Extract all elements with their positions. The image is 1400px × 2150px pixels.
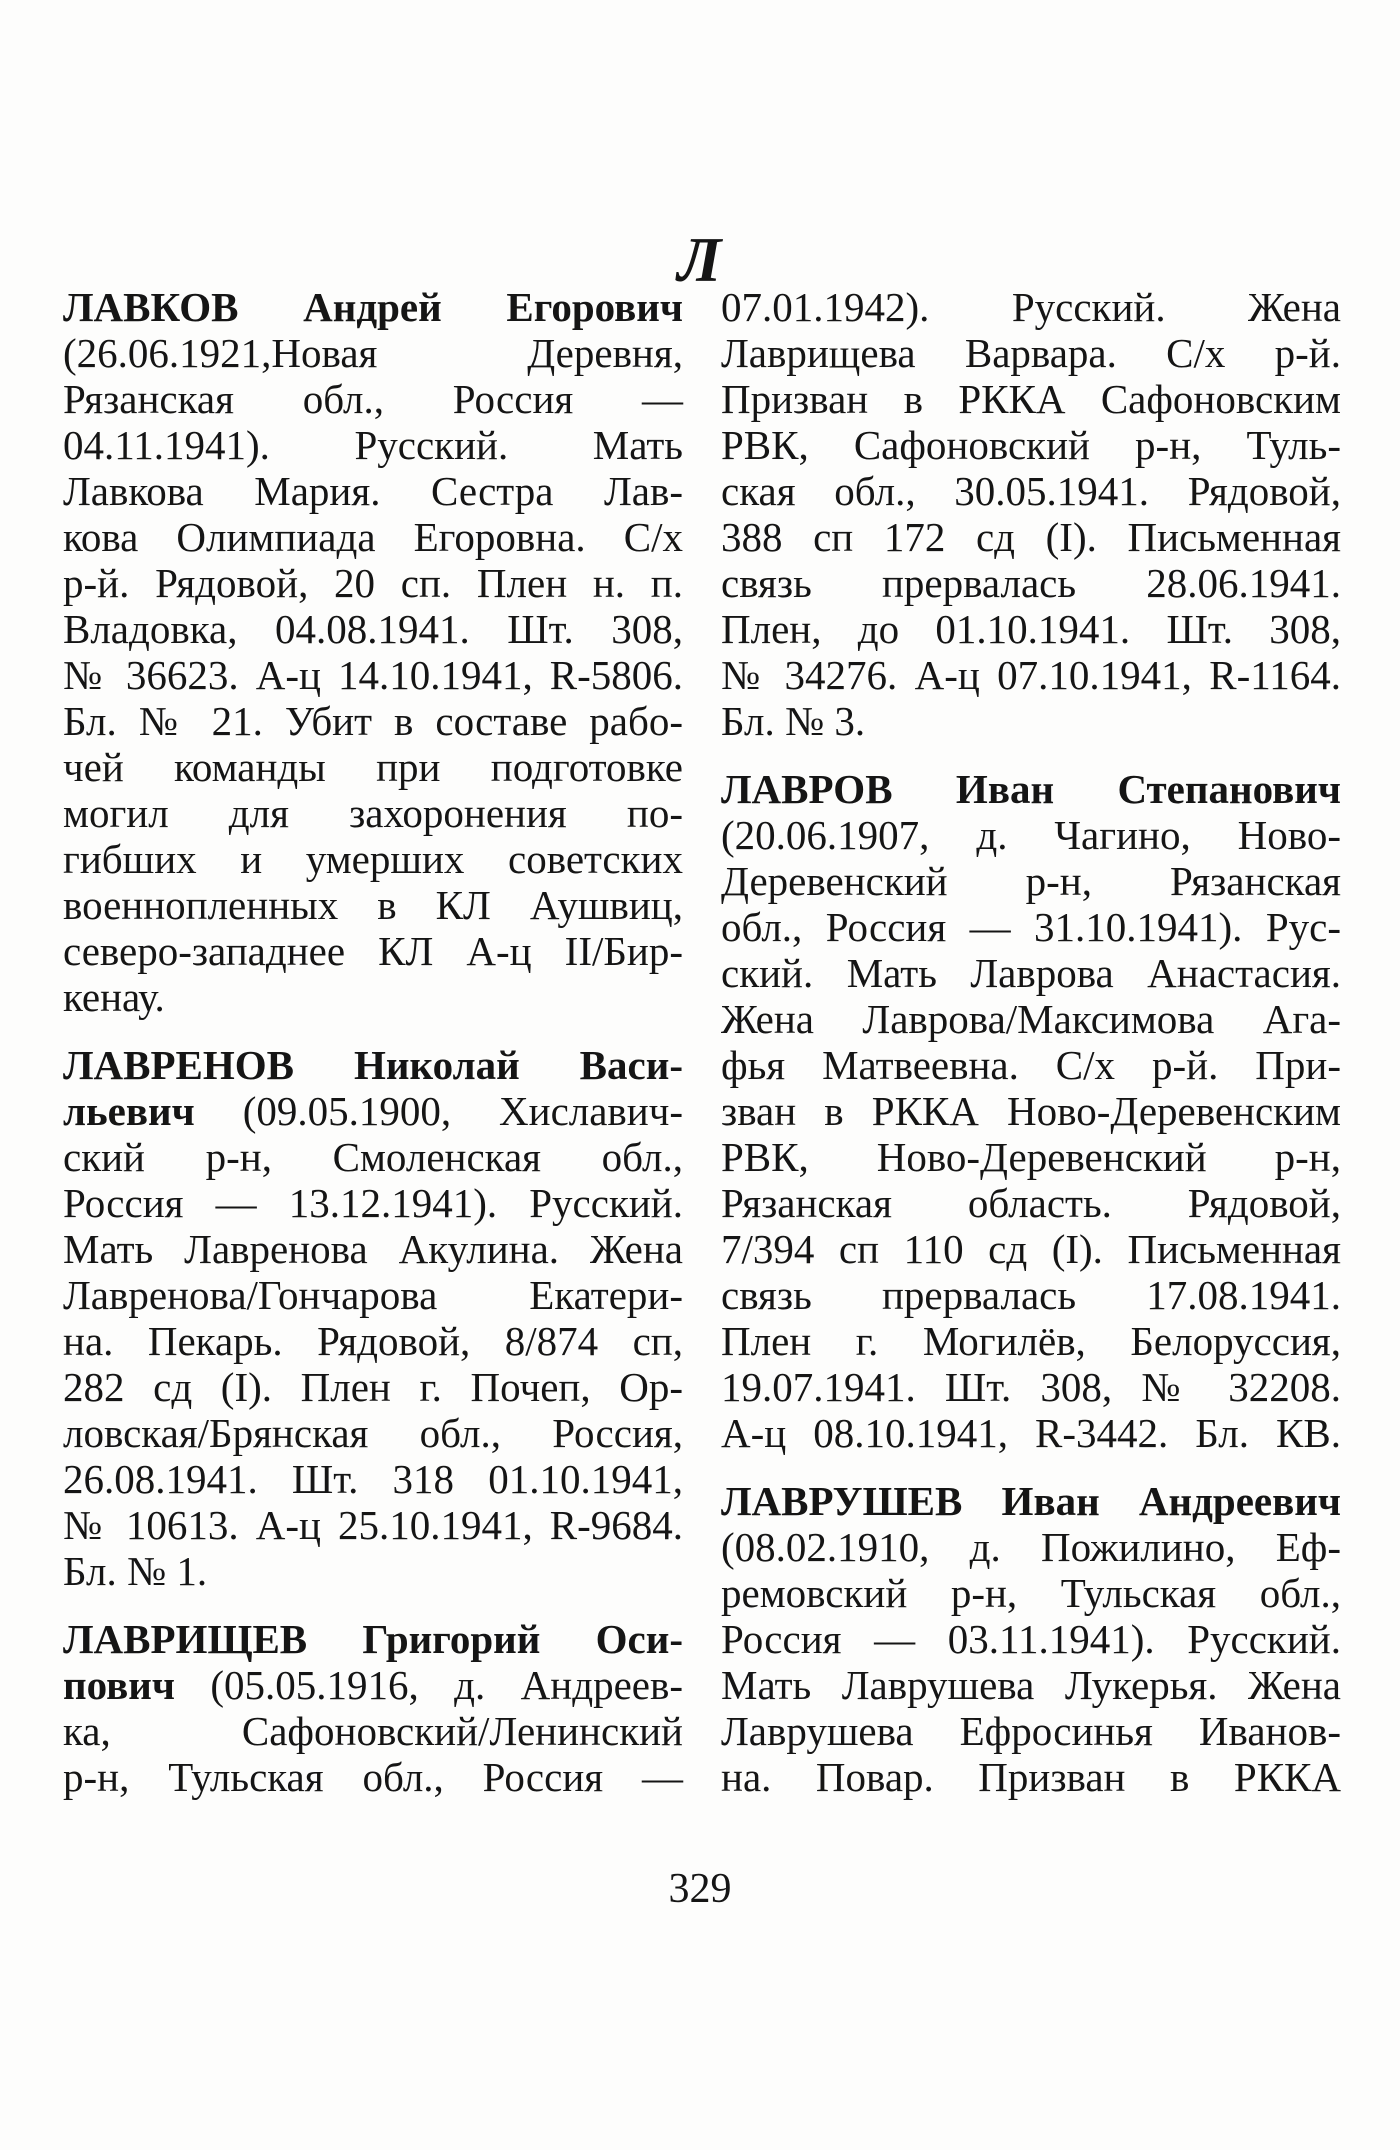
entry-name: пович: [63, 1662, 175, 1708]
text-line: Рязанская обл., Россия —: [63, 376, 683, 422]
text-line: Мать Лаврушева Лукерья. Жена: [721, 1662, 1341, 1708]
page-number: 329: [668, 1866, 732, 1912]
text-line: Деревенский р-н, Рязанская: [721, 858, 1341, 904]
text-line: Рязанская область. Рядовой,: [721, 1180, 1341, 1226]
text-line: кенау.: [63, 974, 165, 1020]
text-line: на. Пекарь. Рядовой, 8/874 сп,: [63, 1318, 683, 1364]
text-line: № 10613. А-ц 25.10.1941, R-9684.: [63, 1502, 683, 1548]
text-line: РВК, Ново-Деревенский р-н,: [721, 1134, 1341, 1180]
text-line: ремовский р-н, Тульская обл.,: [721, 1570, 1341, 1616]
entry-name: ЛАВРЕНОВ Николай Васи-: [63, 1042, 683, 1088]
text-line: Лавренова/Гончарова Екатери-: [63, 1272, 683, 1318]
text-line: Плен, до 01.10.1941. Шт. 308,: [721, 606, 1341, 652]
text-line: Россия — 13.12.1941). Русский.: [63, 1180, 683, 1226]
text-line: 04.11.1941). Русский. Мать: [63, 422, 683, 468]
text-line: связь прервалась 28.06.1941.: [721, 560, 1341, 606]
text-line: северо-западнее КЛ А-ц II/Бир-: [63, 928, 683, 974]
text-line: 388 сп 172 сд (I). Письменная: [721, 514, 1341, 560]
text-line: № 36623. А-ц 14.10.1941, R-5806.: [63, 652, 683, 698]
section-letter-heading: Л: [677, 224, 723, 295]
text-line: р-й. Рядовой, 20 сп. Плен н. п.: [63, 560, 683, 606]
text-line: [721, 1478, 1341, 1524]
text-line: ский. Мать Лаврова Анастасия.: [721, 950, 1341, 996]
text-line: р-н, Тульская обл., Россия —: [63, 1754, 683, 1800]
text-line: ская обл., 30.05.1941. Рядовой,: [721, 468, 1341, 514]
text-line: РВК, Сафоновский р-н, Туль-: [721, 422, 1341, 468]
text-line: ский р-н, Смоленская обл.,: [63, 1134, 683, 1180]
text-line: Плен г. Могилёв, Белоруссия,: [721, 1318, 1341, 1364]
text-line: [721, 766, 1341, 812]
text-line: фья Матвеевна. С/х р-й. При-: [721, 1042, 1341, 1088]
text-line: Лаврушева Ефросинья Иванов-: [721, 1708, 1341, 1754]
text-line: (20.06.1907, д. Чагино, Ново-: [721, 812, 1341, 858]
text-line: военнопленных в КЛ Аушвиц,: [63, 882, 683, 928]
text-column-right: [721, 284, 1341, 1800]
text-line: Владовка, 04.08.1941. Шт. 308,: [63, 606, 683, 652]
text-line: Бл. № 21. Убит в составе рабо-: [63, 698, 683, 744]
text-line: чей команды при подготовке: [63, 744, 683, 790]
text-line: Жена Лаврова/Максимова Ага-: [721, 996, 1341, 1042]
text-line: на. Повар. Призван в РККА: [721, 1754, 1341, 1800]
entry-name: льевич: [63, 1088, 195, 1134]
text-line: обл., Россия — 31.10.1941). Рус-: [721, 904, 1341, 950]
text-line: ловская/Брянская обл., Россия,: [63, 1410, 683, 1456]
text-line: (08.02.1910, д. Пожилино, Еф-: [721, 1524, 1341, 1570]
text-line: зван в РККА Ново-Деревенским: [721, 1088, 1341, 1134]
text-line: № 34276. А-ц 07.10.1941, R-1164.: [721, 652, 1341, 698]
text-line: Лаврищева Варвара. С/х р-й.: [721, 330, 1341, 376]
text-line: [63, 1042, 683, 1088]
text-line: Бл. № 1.: [63, 1548, 208, 1594]
entry-name: ЛАВКОВ Андрей Егорович: [63, 284, 683, 330]
text-line: связь прервалась 17.08.1941.: [721, 1272, 1341, 1318]
text-line: Бл. № 3.: [721, 698, 866, 744]
text-line: 19.07.1941. Шт. 308, № 32208.: [721, 1364, 1341, 1410]
text-line: Россия — 03.11.1941). Русский.: [721, 1616, 1341, 1662]
text-line: [63, 1616, 683, 1662]
text-line: кова Олимпиада Егоровна. С/х: [63, 514, 683, 560]
text-line: 282 сд (I). Плен г. Почеп, Ор-: [63, 1364, 683, 1410]
text-line: [63, 284, 683, 330]
text-line: льевич (09.05.1900, Хиславич-: [63, 1088, 683, 1134]
text-line: ка, Сафоновский/Ленинский: [63, 1708, 683, 1754]
text-line: Мать Лавренова Акулина. Жена: [63, 1226, 683, 1272]
text-line: Лавкова Мария. Сестра Лав-: [63, 468, 683, 514]
entry-name: ЛАВРОВ Иван Степанович: [721, 766, 1341, 812]
text-column-left: [63, 284, 683, 1800]
text-line: гибших и умерших советских: [63, 836, 683, 882]
entry-name: ЛАВРУШЕВ Иван Андреевич: [721, 1478, 1341, 1524]
text-line: пович (05.05.1916, д. Андреев-: [63, 1662, 683, 1708]
entry-name: ЛАВРИЩЕВ Григорий Оси-: [63, 1616, 683, 1662]
text-line: (26.06.1921,Новая Деревня,: [63, 330, 683, 376]
text-line: А-ц 08.10.1941, R-3442. Бл. КВ.: [721, 1410, 1341, 1456]
text-line: 26.08.1941. Шт. 318 01.10.1941,: [63, 1456, 683, 1502]
text-line: Призван в РККА Сафоновским: [721, 376, 1341, 422]
text-line: 7/394 сп 110 сд (I). Письменная: [721, 1226, 1341, 1272]
text-line: 07.01.1942). Русский. Жена: [721, 284, 1341, 330]
text-line: могил для захоронения по-: [63, 790, 683, 836]
